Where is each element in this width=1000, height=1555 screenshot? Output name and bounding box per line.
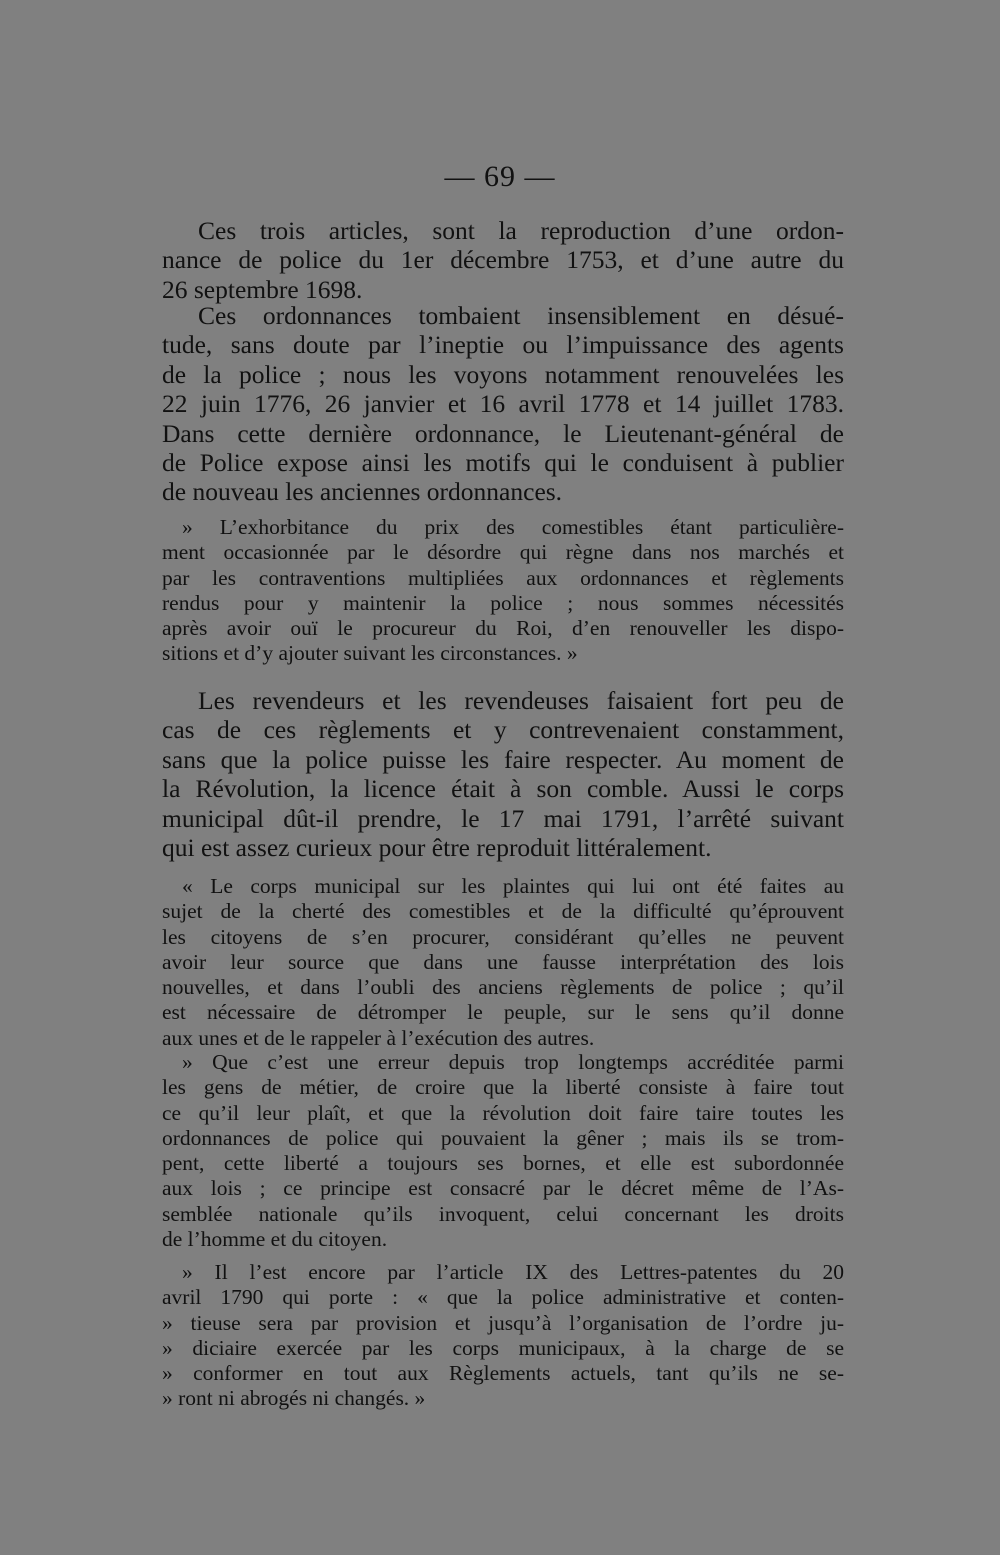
text-line: nouvelles, et dans l’oubli des anciens règlements de police ; qu’il xyxy=(162,975,844,1000)
text-line: Dans cette dernière ordonnance, le Lieutenant-général de xyxy=(162,418,844,448)
text-line: sans que la police puisse les faire respecter. Au moment de xyxy=(162,744,844,774)
text-line: par les contraventions multipliées aux ordonnances et règlements xyxy=(162,565,844,590)
text-line: les gens de métier, de croire que la liberté consiste à faire tout xyxy=(162,1075,844,1100)
paragraph-3 xyxy=(162,686,844,862)
text-line: municipal dût-il prendre, le 17 mai 1791, l’arrêté suivant xyxy=(162,803,844,833)
text-line: avril 1790 qui porte : « que la police administrative et conten- xyxy=(162,1285,844,1310)
quotation-4 xyxy=(162,1260,844,1412)
text-line: pent, cette liberté a toujours ses bornes, et elle est subordonnée xyxy=(162,1151,844,1176)
text-line: les citoyens de s’en procurer, considérant qu’elles ne peuvent xyxy=(162,924,844,949)
text-line: » diciaire exercée par les corps municipaux, à la charge de se xyxy=(162,1335,844,1360)
text-line: sitions et d’y ajouter suivant les circonstances. » xyxy=(162,641,578,666)
text-line: » conformer en tout aux Règlements actuels, tant qu’ils ne se- xyxy=(162,1361,844,1386)
paragraph-2 xyxy=(162,301,844,507)
text-line: Les revendeurs et les revendeuses faisaient fort peu de xyxy=(198,686,844,715)
text-line: de Police expose ainsi les motifs qui le conduisent à publier xyxy=(162,447,844,477)
text-line: 22 juin 1776, 26 janvier et 16 avril 1778 et 14 juillet 1783. xyxy=(162,389,844,419)
quotation-3 xyxy=(162,1050,844,1252)
text-line: qui est assez curieux pour être reproduit littéralement. xyxy=(162,832,712,862)
quotation-1 xyxy=(162,515,844,667)
quotation-2 xyxy=(162,874,844,1051)
text-line: rendus pour y maintenir la police ; nous sommes nécessités xyxy=(162,590,844,615)
text-line: après avoir ouï le procureur du Roi, d’en renouveller les dispo- xyxy=(162,616,844,641)
text-line: de la police ; nous les voyons notamment renouvelées les xyxy=(162,359,844,389)
text-line: tude, sans doute par l’ineptie ou l’impuissance des agents xyxy=(162,330,844,360)
text-line: sujet de la cherté des comestibles et de la difficulté qu’éprouvent xyxy=(162,899,844,924)
text-line: ordonnances de police qui pouvaient la gêner ; mais ils se trom- xyxy=(162,1125,844,1150)
text-line: » L’exhorbitance du prix des comestibles étant particulière- xyxy=(182,515,844,539)
text-line: 26 septembre 1698. xyxy=(162,274,363,304)
paragraph-1 xyxy=(162,216,844,304)
text-line: » ront ni abrogés ni changés. » xyxy=(162,1386,426,1411)
text-line: semblée nationale qu’ils invoquent, celui concernant les droits xyxy=(162,1201,844,1226)
text-line: aux unes et de le rappeler à l’exécution des autres. xyxy=(162,1025,595,1050)
text-line: la Révolution, la licence était à son comble. Aussi le corps xyxy=(162,774,844,804)
text-line: » Il l’est encore par l’article IX des Lettres-patentes du 20 xyxy=(182,1260,844,1284)
page-number: — 69 — xyxy=(444,160,556,193)
text-line: nance de police du 1er décembre 1753, et d’une autre du xyxy=(162,245,844,275)
text-line: Ces ordonnances tombaient insensiblement en désué- xyxy=(198,301,844,330)
text-line: est nécessaire de détromper le peuple, sur le sens qu’il donne xyxy=(162,1000,844,1025)
text-line: cas de ces règlements et y contrevenaient constamment, xyxy=(162,715,844,745)
text-line: » Que c’est une erreur depuis trop longtemps accréditée parmi xyxy=(182,1050,844,1074)
text-line: » tieuse sera par provision et jusqu’à l’organisation de l’ordre ju- xyxy=(162,1310,844,1335)
text-line: aux lois ; ce principe est consacré par le décret même de l’As- xyxy=(162,1176,844,1201)
text-line: ce qu’il leur plaît, et que la révolution doit faire taire toutes les xyxy=(162,1100,844,1125)
text-line: Ces trois articles, sont la reproduction d’une ordon- xyxy=(198,216,844,245)
text-line: ment occasionnée par le désordre qui règne dans nos marchés et xyxy=(162,540,844,565)
text-line: de nouveau les anciennes ordonnances. xyxy=(162,477,563,507)
text-line: « Le corps municipal sur les plaintes qui lui ont été faites au xyxy=(182,874,844,898)
text-line: avoir leur source que dans une fausse interprétation des lois xyxy=(162,949,844,974)
text-line: de l’homme et du citoyen. xyxy=(162,1227,388,1252)
